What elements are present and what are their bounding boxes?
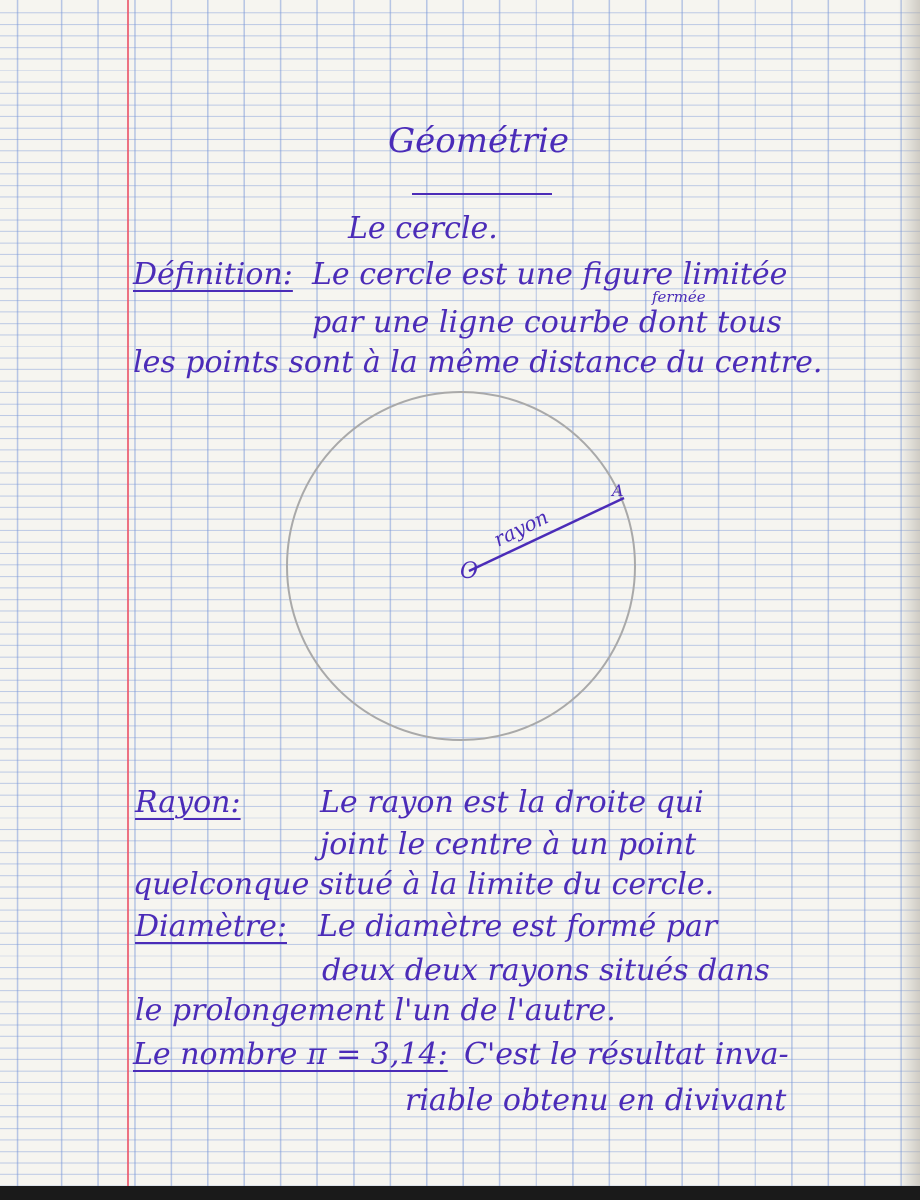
rayon-line-3: quelconque situé à la limite du cercle. bbox=[133, 867, 715, 902]
center-label: O bbox=[460, 559, 479, 584]
definition-insertion: fermée bbox=[652, 288, 706, 306]
rayon-line-2: joint le centre à un point bbox=[320, 827, 697, 862]
radius-label: rayon bbox=[489, 504, 553, 552]
diametre-line-3: le prolongement l'un de l'autre. bbox=[135, 993, 616, 1028]
definition-line-1: Le cercle est une figure limitée bbox=[312, 257, 788, 292]
diametre-line-1: Le diamètre est formé par bbox=[318, 909, 718, 944]
rayon-line-1: Le rayon est la droite qui bbox=[320, 785, 704, 820]
pi-label: Le nombre π = 3,14: bbox=[133, 1037, 448, 1072]
page-title: Géométrie bbox=[388, 121, 570, 161]
point-a-label: A bbox=[612, 481, 624, 500]
rayon-label: Rayon: bbox=[135, 785, 241, 820]
diametre-label: Diamètre: bbox=[135, 909, 287, 944]
definition-line-2: par une ligne courbe dont tous bbox=[312, 305, 782, 340]
subtitle: Le cercle. bbox=[348, 211, 498, 246]
pi-line-2: riable obtenu en divivant bbox=[405, 1083, 787, 1118]
pi-line-1: C'est le résultat inva- bbox=[464, 1037, 789, 1072]
diametre-line-2: deux deux rayons situés dans bbox=[322, 953, 770, 988]
definition-label: Définition: bbox=[133, 257, 293, 292]
definition-line-3: les points sont à la même distance du centre. bbox=[133, 345, 823, 380]
